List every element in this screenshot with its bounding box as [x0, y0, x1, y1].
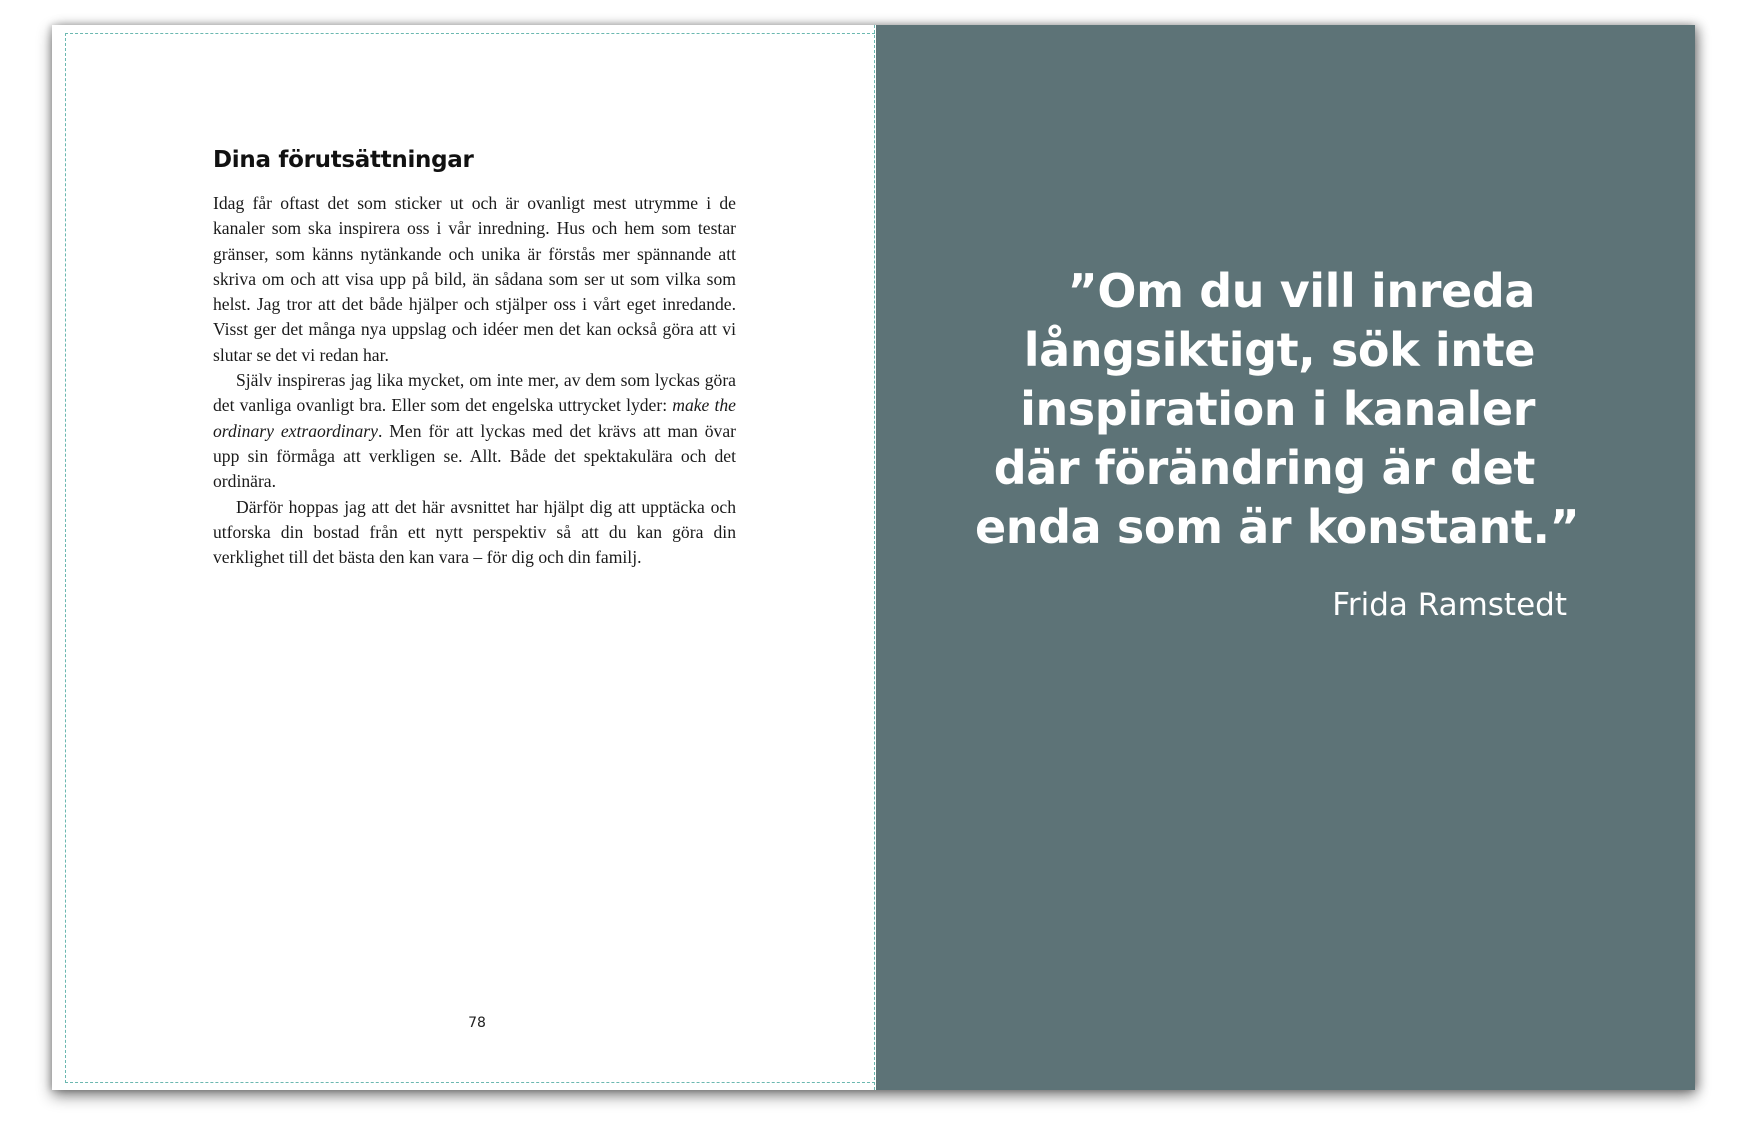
quote-line: långsiktigt, sök inte: [1023, 323, 1535, 377]
quote-author: Frida Ramstedt: [1332, 587, 1567, 623]
section-heading: Dina förutsättningar: [213, 147, 474, 173]
quote-line: enda som är konstant.”: [975, 500, 1580, 554]
paragraph-1: Idag får oftast det som sticker ut och är ovanligt mest utrymme i de kanaler som ska inspirera oss i vår inredning. Hus och hem som testar gränser, som känns nytänkande och unika är förstås mer spännande att skriva om och att visa upp på bild, än sådana som ser ut som vilka som helst. Jag tror att det både hjälper och stjälper oss i vårt eget inredande. Visst ger det många nya uppslag och idéer men det kan också göra att vi slutar se det vi redan har.: [213, 193, 736, 365]
body-text: [213, 191, 736, 570]
quote-line: inspiration i kanaler: [1020, 382, 1535, 436]
quote-line: ”Om du vill inreda: [1067, 264, 1535, 318]
left-page: [52, 25, 875, 1090]
right-page: [876, 25, 1695, 1090]
paragraph-2-after: . Men för att lyckas med det krävs att man övar upp sin förmåga att verkligen se. Allt. Både det spektakulära och det ordinära.: [213, 420, 736, 492]
quote-line: där förändring är det: [993, 441, 1535, 495]
book-spread: [52, 25, 1695, 1090]
spine-guide: [874, 25, 875, 1090]
paragraph-2-emphasis: make the ordinary extraordinary: [213, 395, 736, 441]
page-number: 78: [468, 1015, 486, 1031]
paragraph-2-before: Själv inspireras jag lika mycket, om inte mer, av dem som lyckas göra det vanliga ovanligt bra. Eller som det engelska uttrycket lyder:: [213, 370, 736, 416]
paragraph-2: [213, 368, 736, 494]
paragraph-3: Därför hoppas jag att det här avsnittet har hjälpt dig att upptäcka och utforska din bostad från ett nytt perspektiv så att du kan göra din verklighet till det bästa den kan vara – för dig och din familj.: [213, 496, 736, 568]
pull-quote: [975, 262, 1580, 557]
